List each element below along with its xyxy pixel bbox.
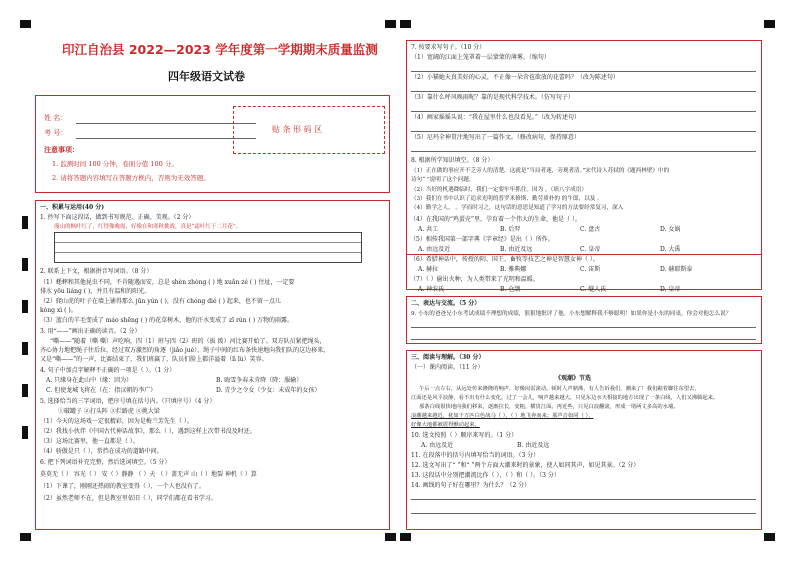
option-a: A. 由远及近 (421, 442, 454, 449)
number-label: 考 号： (44, 129, 68, 137)
answer-line[interactable] (411, 513, 756, 514)
answer-line[interactable] (411, 327, 756, 328)
question-item: （5）相传我国第一部字典《字章经》是出（ ）所作。 (410, 236, 554, 243)
registration-mark (385, 20, 396, 28)
option-d: D. 皇帝 (660, 286, 681, 293)
option-b: B. 由近及远 (517, 442, 550, 449)
option-d: D. 赫耶斯泰 (660, 266, 693, 273)
option-d: D. 女娲 (660, 226, 681, 233)
option-a: A. 赫拉 (418, 266, 439, 273)
question-item: （6）希腊神话中，传授的阴、国王、畜牧等技艺之神是智慧女神（ ）。 (410, 256, 599, 263)
answer-line[interactable] (411, 131, 756, 132)
question-item: （3）靠什么呼风唤雨呢？靠的是现代科学技术。（仿写句子） (411, 94, 574, 101)
registration-mark (764, 533, 775, 541)
registration-mark (20, 533, 31, 541)
section-two-box (406, 296, 762, 344)
registration-mark (764, 20, 775, 28)
question-item: （1）宽阔的江面上笼罩着一层蒙蒙的薄雾。（缩句） (411, 54, 550, 61)
exam-subtitle: 四年级语文试卷 (168, 70, 245, 83)
notice-title: 注意事项： (44, 145, 79, 154)
question-item: （2）当好的机遇降临时，我们一定要牢牢抓住。因为 。（填八字成语） (411, 187, 587, 193)
question: 10. 选文按照（ ）顺序来写的。（1 分） (411, 432, 518, 439)
question: 2. 联系上下文，根据拼音写词语。（8 分） (40, 268, 153, 275)
passage-line: 又是“嘶——”的一声，比赛结束了，我们班赢了，队员们脸上都洋溢着（lì lù）笑容。 (40, 356, 268, 363)
section-heading: 三、阅读与理解。（30 分） (411, 354, 485, 361)
passage-line: “嘶——”随着（嘶 嘶）声吃响，四（1）班与四（2）班的（拔 拨）河比赛开始了。双方队员紧把绳头， (50, 338, 326, 345)
question-item: kòng xì ( )。 (40, 307, 77, 314)
option-c: C. 皇帝 (580, 246, 601, 253)
question: 13. 这段话中分别把潮流比作（ ）、（ ）和（ ）。（3 分） (411, 472, 560, 479)
barcode-area (233, 106, 385, 154)
option-d: D. 青少之令女（少女：未成年的女孩） (216, 387, 321, 394)
barcode-label: 贴 条 形 码 区 (272, 125, 323, 134)
number-field[interactable] (76, 138, 256, 139)
question: 4. 句子中加点字解释不正确的一项是（ ）。（1 分） (40, 367, 176, 374)
side-bar (22, 384, 28, 397)
answer-line[interactable] (411, 499, 756, 500)
answer-line[interactable] (411, 151, 756, 152)
writing-grid[interactable] (54, 232, 362, 263)
option-b: B. 后羿 (500, 226, 521, 233)
question-item: （2）爬山虎的叶子在墙上铺得那么 jūn yún ( )，没有 chóng dié ( ) 起来，也不留一点儿 (40, 298, 281, 305)
question-item: （4）骄傲是只（ ），常挡在成功的道路中间。 (40, 448, 163, 455)
section-one-box (35, 200, 390, 530)
subsection-heading: （一）课内阅读。（11 分） (411, 364, 484, 371)
side-bar (22, 342, 28, 355)
question-item: （1）下课了，刚刚还热闹的教室变得（ ），一个人也没有了。 (40, 483, 205, 490)
side-bar (22, 258, 28, 271)
question: 12. 选文写出了“ ”和“ ”两个方面大潮来时的景象，使人如同其声，如见其景。（2 分） (411, 462, 640, 469)
question-item: （4）画家摇摇头说：“我在屋里什么也没看见。”（改为转述句） (411, 114, 580, 121)
option-list: ①破罐子 ②打头阵 ③拦路虎 ④挑大梁 (58, 408, 160, 415)
answer-line[interactable] (411, 111, 756, 112)
question: 14. 画线的句子好在哪里？为什么？（2 分） (411, 482, 531, 489)
name-label: 姓 名： (44, 114, 68, 122)
question: 9. 小东的爸爸兄小东考试成绩不理想的成绩，狠狠地批评了他。小东想解释我不够聪明！如果你是小东的同桌，你会对他怎么说？ (411, 311, 732, 317)
option-a: A. 由远及近 (418, 246, 451, 253)
option-a: A. 神农氏 (418, 286, 445, 293)
question-item: （4）勤学之人， 。学而时习之，这句话的意思是知道了学习的方法要经常复习，深入 (411, 205, 624, 211)
registration-mark (400, 20, 411, 28)
option-c: C. 但使龙城飞将在（在：指汉朝的李广） (46, 387, 157, 394)
answer-line[interactable] (411, 339, 756, 340)
passage-line: 午后一点左右，从远处传来隆隆的响声，好像闷雷滚动。顿时人声鼎沸，有人告诉我们，潮来了！我们踮着脚往东望去， (419, 386, 700, 392)
info-box (35, 95, 390, 193)
question-item: （4）在我国的“鸡蛋壳”里，孕育着一个伟大的生命，他是（ ）。 (410, 216, 581, 223)
question-item: （3）蓝白的羊毛变成了 máo shēng ( ) 的花草树木，他的汗水变成了 zī rùn ( ) 万物的雨露。 (40, 317, 294, 324)
question-item: （7）（ ）偷出火种，为人类带来了光明和温暖。 (410, 276, 539, 283)
option-d: D. 大禹 (660, 246, 681, 253)
question: 11. 在段落中的括号内填写恰当的词语。（3 分） (411, 452, 540, 459)
answer-line[interactable] (411, 91, 756, 92)
option-b: B. 晦雪争春未肯降（降：服输） (216, 377, 303, 384)
section-heading: 一、积累与运用(40 分) (40, 204, 105, 211)
option-b: B. 仓颉 (500, 286, 521, 293)
question: 8. 根据所学知识填空。（8 分） (411, 157, 494, 164)
option-b: B. 雅典娜 (500, 266, 527, 273)
question-item: （2）小猫她天真美好的心灵，不正像一朵含苞欲放的花蕾吗？（改为陈述句） (411, 74, 619, 81)
question-item: （3）我们在书中认识了追求光明的普罗米修斯、勤劳质朴的 的牛郎，以及 。 (411, 196, 603, 202)
question: 7. 按要求写句子。（10 分） (411, 44, 486, 51)
passage-line: 好像大地都被震得颤动起来。 (411, 422, 480, 428)
question-item: 诗句“ ”说明了这个问题。 (411, 177, 475, 183)
passage-line: 齐心协力地把绳子往后拉，经过双方激烈的角逐（jiǎo jué），绳子中间的红布条快速地向我们队的这边移来， (40, 347, 330, 354)
registration-mark (20, 20, 31, 28)
question: 1. 抄写下面这段话，做到书写规范、正确、美观。（2 分） (40, 214, 195, 221)
passage-line: 江面还是风平浪静，看不出有什么变化。过了一会儿，响声越来越大，只见东边水天相接的地方出现了一条白线，人们又沸腾起来。 (411, 395, 719, 401)
notice-item: 2. 请将答题内容填写在答题方框内，否则为无效答题。 (52, 174, 210, 182)
name-field[interactable] (76, 123, 256, 124)
question-item: （1）正在做的事应开不乏旁人的清楚，这就是“当局者迷，旁观者清。”宋代诗人苏轼的《题西林壁》中的 (411, 168, 670, 174)
question-item: （3）这场比赛里，他一直都是（ ）。 (40, 438, 139, 445)
question-item: 排水 yōu liáng ( )，并且有温和的阳光。 (40, 288, 151, 295)
question: 5. 选择恰当的三字词语，把序号填在括号内。（只填序号）（4 分） (40, 398, 216, 405)
section-three-box (406, 350, 762, 530)
option-a: A. 共工 (418, 226, 439, 233)
question: 6. 把下列词语补充完整，然后选词填空。（5 分） (40, 459, 171, 466)
answer-line[interactable] (411, 71, 756, 72)
exam-title: 印江自治县 2022—2023 学年度第一学期期末质量监测 (62, 42, 378, 57)
notice-item: 1. 监测时间 100 分钟，卷面分值 100 分。 (52, 160, 178, 168)
side-bar (22, 426, 28, 439)
registration-mark (400, 533, 411, 541)
side-bar (22, 300, 28, 313)
registration-mark (385, 533, 396, 541)
question-item: （2）我找小伙伴《中国古代神话故事》，那么（ ），遇到这样上次带书没及时还。 (40, 428, 256, 435)
option-a: A. 只缘身在此山中（缘：因为） (46, 377, 133, 384)
question: 3. 用“——”画出正确的读音。（2 分） (40, 328, 141, 335)
passage-line: 那条白线很快地向我们移来，逐渐拉长，变粗，横贯江面。再近些，只见白浪翻滚，形成一堵两丈多高的水墙。 (419, 404, 679, 410)
passage-title: 《观潮》节选 (555, 375, 592, 382)
side-bar (22, 216, 28, 229)
word-list: 莫莫无（ ） 容光（ ） 安（ ）静静 （ ）天 （ ）盖无声 山（ ）地裂 神机（ ）算 (40, 471, 257, 478)
question-item: （2）虽然老师不在，但是教室里依旧（ ），同学们都在看书学习。 (40, 495, 217, 502)
copy-text: 漫山的枫叶红了，红得像晚霞，好像在和寒秋挑战，真是“霜叶红于二月花”。 (54, 224, 242, 230)
question-item: （5）尼玛全神贯注地写出了一篇作文。（修改病句，保持原意） (411, 134, 580, 141)
option-b: B. 由近及远 (500, 246, 533, 253)
option-c: C. 燧人氏 (580, 286, 607, 293)
option-c: C. 宙斯 (580, 266, 601, 273)
section-heading: 二、表达与交流。（5 分） (411, 300, 481, 307)
option-c: C. 盘古 (580, 226, 601, 233)
passage-line: 浪潮越来越近，犹如千万匹白色战马（ ），（ ）地飞奔而来；那声音如同（ ）， (411, 413, 594, 419)
question-item: （1）蟋蟀和其他昆虫不同，不肯随遇而安，总是 shèn zhòng ( ) 地 xuǎn zé ( ) 住址，一定要 (40, 279, 295, 286)
question-item: （1）今天的这场戏一定很精彩，因为是梅兰芳先生（ ）。 (40, 418, 193, 425)
